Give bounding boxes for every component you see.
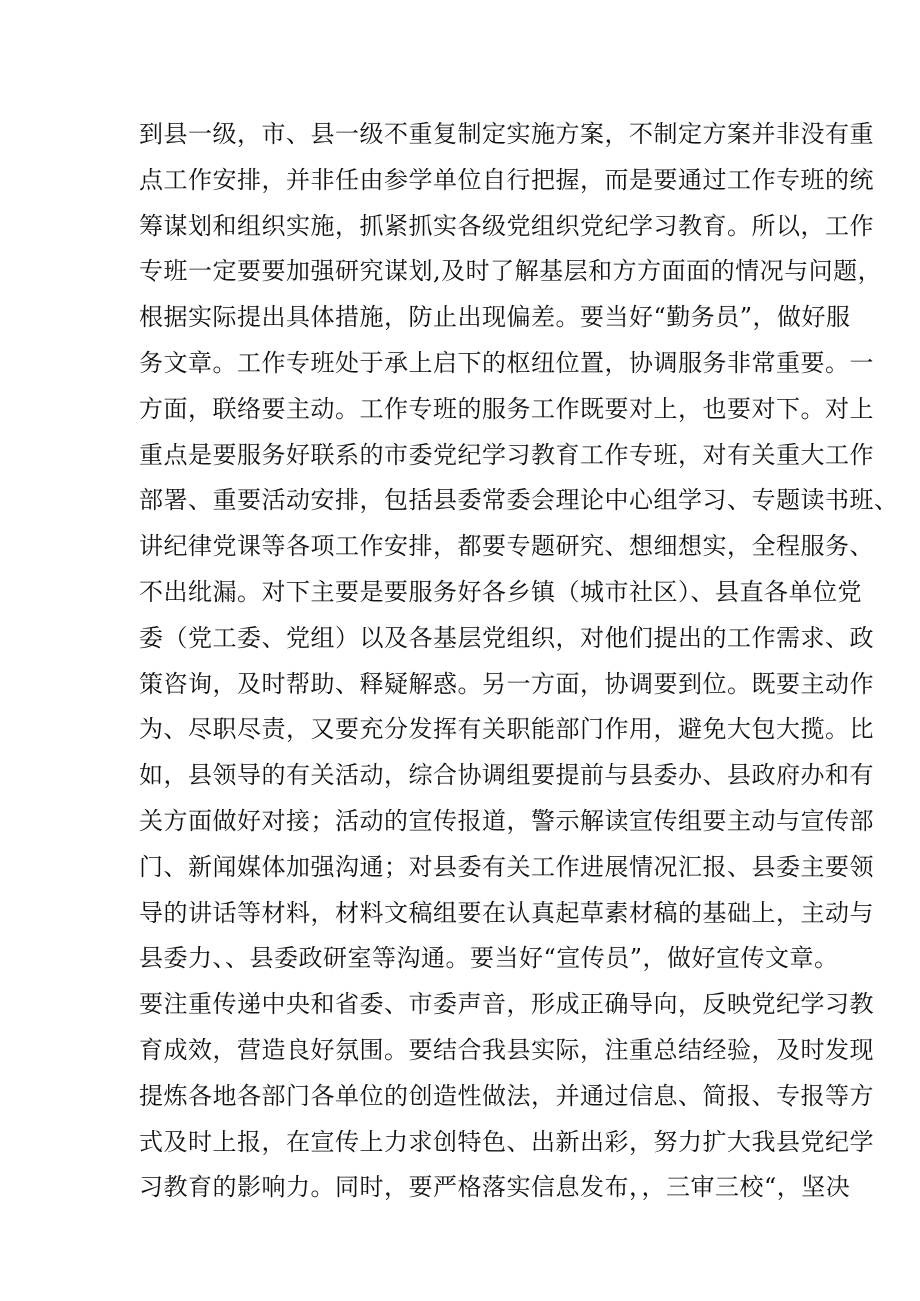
text-line: 门、新闻媒体加强沟通；对县委有关工作进展情况汇报、县委主要领 [139, 852, 874, 881]
text-line: 要注重传递中央和省委、市委声音，形成正确导向，反映党纪学习教 [139, 990, 874, 1019]
text-line: 式及时上报，在宣传上力求创特色、出新出彩，努力扩大我县党纪学 [139, 1127, 874, 1156]
text-line: 关方面做好对接；活动的宣传报道，警示解读宣传组要主动与宣传部 [139, 806, 874, 835]
text-line: 务文章。工作专班处于承上启下的枢纽位置，协调服务非常重要。一 [139, 348, 874, 377]
body-text [139, 112, 899, 1211]
text-line: 部署、重要活动安排，包括县委常委会理论中心组学习、专题读书班、 [139, 486, 899, 515]
text-line: 委（党工委、党组）以及各基层党组织，对他们提出的工作需求、政 [139, 623, 874, 652]
text-line: 点工作安排，并非任由参学单位自行把握，而是要通过工作专班的统 [139, 165, 874, 194]
text-line: 专班一定要要加强研究谋划,及时了解基层和方方面面的情况与问题， [139, 257, 883, 286]
text-line: 重点是要服务好联系的市委党纪学习教育工作专班，对有关重大工作 [139, 440, 874, 469]
text-line: 到县一级，市、县一级不重复制定实施方案，不制定方案并非没有重 [139, 120, 874, 148]
text-line: 根据实际提出具体措施，防止出现偏差。要当好“勤务员”，做好服 [139, 303, 851, 332]
text-line: 育成效，营造良好氛围。要结合我县实际，注重总结经验，及时发现 [139, 1035, 874, 1064]
text-line: 方面，联络要主动。工作专班的服务工作既要对上，也要对下。对上 [139, 394, 874, 423]
text-line: 县委力、、县委政研室等沟通。要当好“宣传员”，做好宣传文章。 [139, 944, 839, 973]
text-line: 如，县领导的有关活动，综合协调组要提前与县委办、县政府办和有 [139, 761, 874, 790]
text-line: 导的讲话等材料，材料文稿组要在认真起草素材稿的基础上，主动与 [139, 898, 874, 927]
text-line: 讲纪律党课等各项工作安排，都要专题研究、想细想实，全程服务、 [139, 532, 874, 561]
text-line: 为、尽职尽责，又要充分发挥有关职能部门作用，避免大包大揽。比 [139, 715, 874, 744]
text-line: 提炼各地各部门各单位的创造性做法，并通过信息、简报、专报等方 [139, 1081, 874, 1110]
text-line: 筹谋划和组织实施，抓紧抓实各级党组织党纪学习教育。所以，工作 [139, 211, 874, 240]
text-line: 不出纰漏。对下主要是要服务好各乡镇（城市社区）、县直各单位党 [139, 577, 862, 606]
text-line: 习教育的影响力。同时，要严格落实信息发布，，三审三校“，坚决 [139, 1173, 851, 1202]
text-line: 策咨询，及时帮助、释疑解惑。另一方面，协调要到位。既要主动作 [139, 669, 874, 698]
